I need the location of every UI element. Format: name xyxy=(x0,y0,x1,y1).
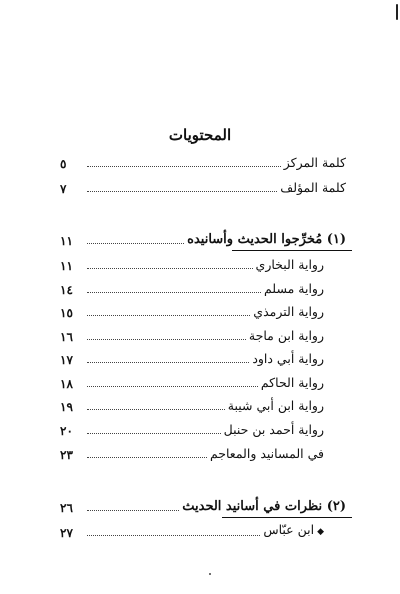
section-label: (٢) نظرات في أسانيد الحديث xyxy=(182,499,346,514)
toc-entry[interactable] xyxy=(60,279,324,297)
dot-leader xyxy=(87,409,225,410)
page-number: ١١ xyxy=(60,259,73,273)
section-label: (١) مُخرِّجوا الحديث وأسانيده xyxy=(187,232,346,247)
page-number: ١٩ xyxy=(60,400,73,414)
entry-label-text: ابن عبّاس xyxy=(263,522,315,537)
section-underline xyxy=(232,250,352,251)
dot-leader xyxy=(87,166,281,167)
entry-label: رواية أبي داود xyxy=(252,351,324,366)
dot-leader xyxy=(87,386,258,387)
page-number: ١٦ xyxy=(60,330,73,344)
entry-label xyxy=(263,522,324,540)
toc-entry[interactable] xyxy=(60,326,324,344)
page-number: ١١ xyxy=(60,234,73,248)
page-number: ١٤ xyxy=(60,283,73,297)
page-number: ١٧ xyxy=(60,353,73,367)
page-number: ١٨ xyxy=(60,377,73,391)
page-number: ١٥ xyxy=(60,306,73,320)
section-underline xyxy=(222,517,352,518)
stray-dot xyxy=(209,573,211,575)
toc-entry[interactable] xyxy=(60,444,324,462)
dot-leader xyxy=(87,362,249,363)
dot-leader xyxy=(87,433,221,434)
dot-leader xyxy=(87,510,179,511)
dot-leader xyxy=(87,457,207,458)
dot-leader xyxy=(87,315,250,316)
entry-label: كلمة المؤلف xyxy=(280,180,346,195)
toc-entry-center-word[interactable] xyxy=(60,153,346,171)
dot-leader xyxy=(87,292,261,293)
dot-leader xyxy=(87,268,253,269)
page-number: ٧ xyxy=(60,182,67,196)
dot-leader xyxy=(87,339,246,340)
entry-label: رواية أحمد بن حنبل xyxy=(223,422,324,437)
page-edge-mark xyxy=(396,4,398,20)
page-title: المحتويات xyxy=(168,126,232,144)
toc-entry[interactable] xyxy=(60,255,324,273)
toc-section-1[interactable] xyxy=(60,230,346,248)
toc-entry[interactable] xyxy=(60,420,324,438)
page-number: ٢٣ xyxy=(60,448,73,462)
dot-leader xyxy=(87,535,260,536)
toc-section-2[interactable] xyxy=(60,497,346,515)
toc-entry[interactable] xyxy=(60,302,324,320)
entry-label: كلمة المركز xyxy=(283,155,346,170)
entry-label: رواية ابن ماجة xyxy=(248,328,324,343)
entry-label: في المسانيد والمعاجم xyxy=(209,446,324,461)
entry-label: رواية البخاري xyxy=(255,257,324,272)
dot-leader xyxy=(87,243,184,244)
toc-entry[interactable] xyxy=(60,522,324,540)
entry-label: رواية الحاكم xyxy=(260,375,324,390)
toc-entry[interactable] xyxy=(60,396,324,414)
dot-leader xyxy=(87,191,277,192)
page-number: ٥ xyxy=(60,157,67,171)
entry-label: رواية مسلم xyxy=(263,281,324,296)
toc-entry[interactable] xyxy=(60,373,324,391)
page-number: ٢٠ xyxy=(60,424,73,438)
entry-label: رواية الترمذي xyxy=(253,304,324,319)
entry-label: رواية ابن أبي شيبة xyxy=(227,398,324,413)
toc-entry[interactable] xyxy=(60,349,324,367)
diamond-bullet-icon: ◆ xyxy=(317,527,324,537)
page-number: ٢٧ xyxy=(60,526,73,540)
toc-entry-author-word[interactable] xyxy=(60,178,346,196)
page-number: ٢٦ xyxy=(60,501,73,515)
